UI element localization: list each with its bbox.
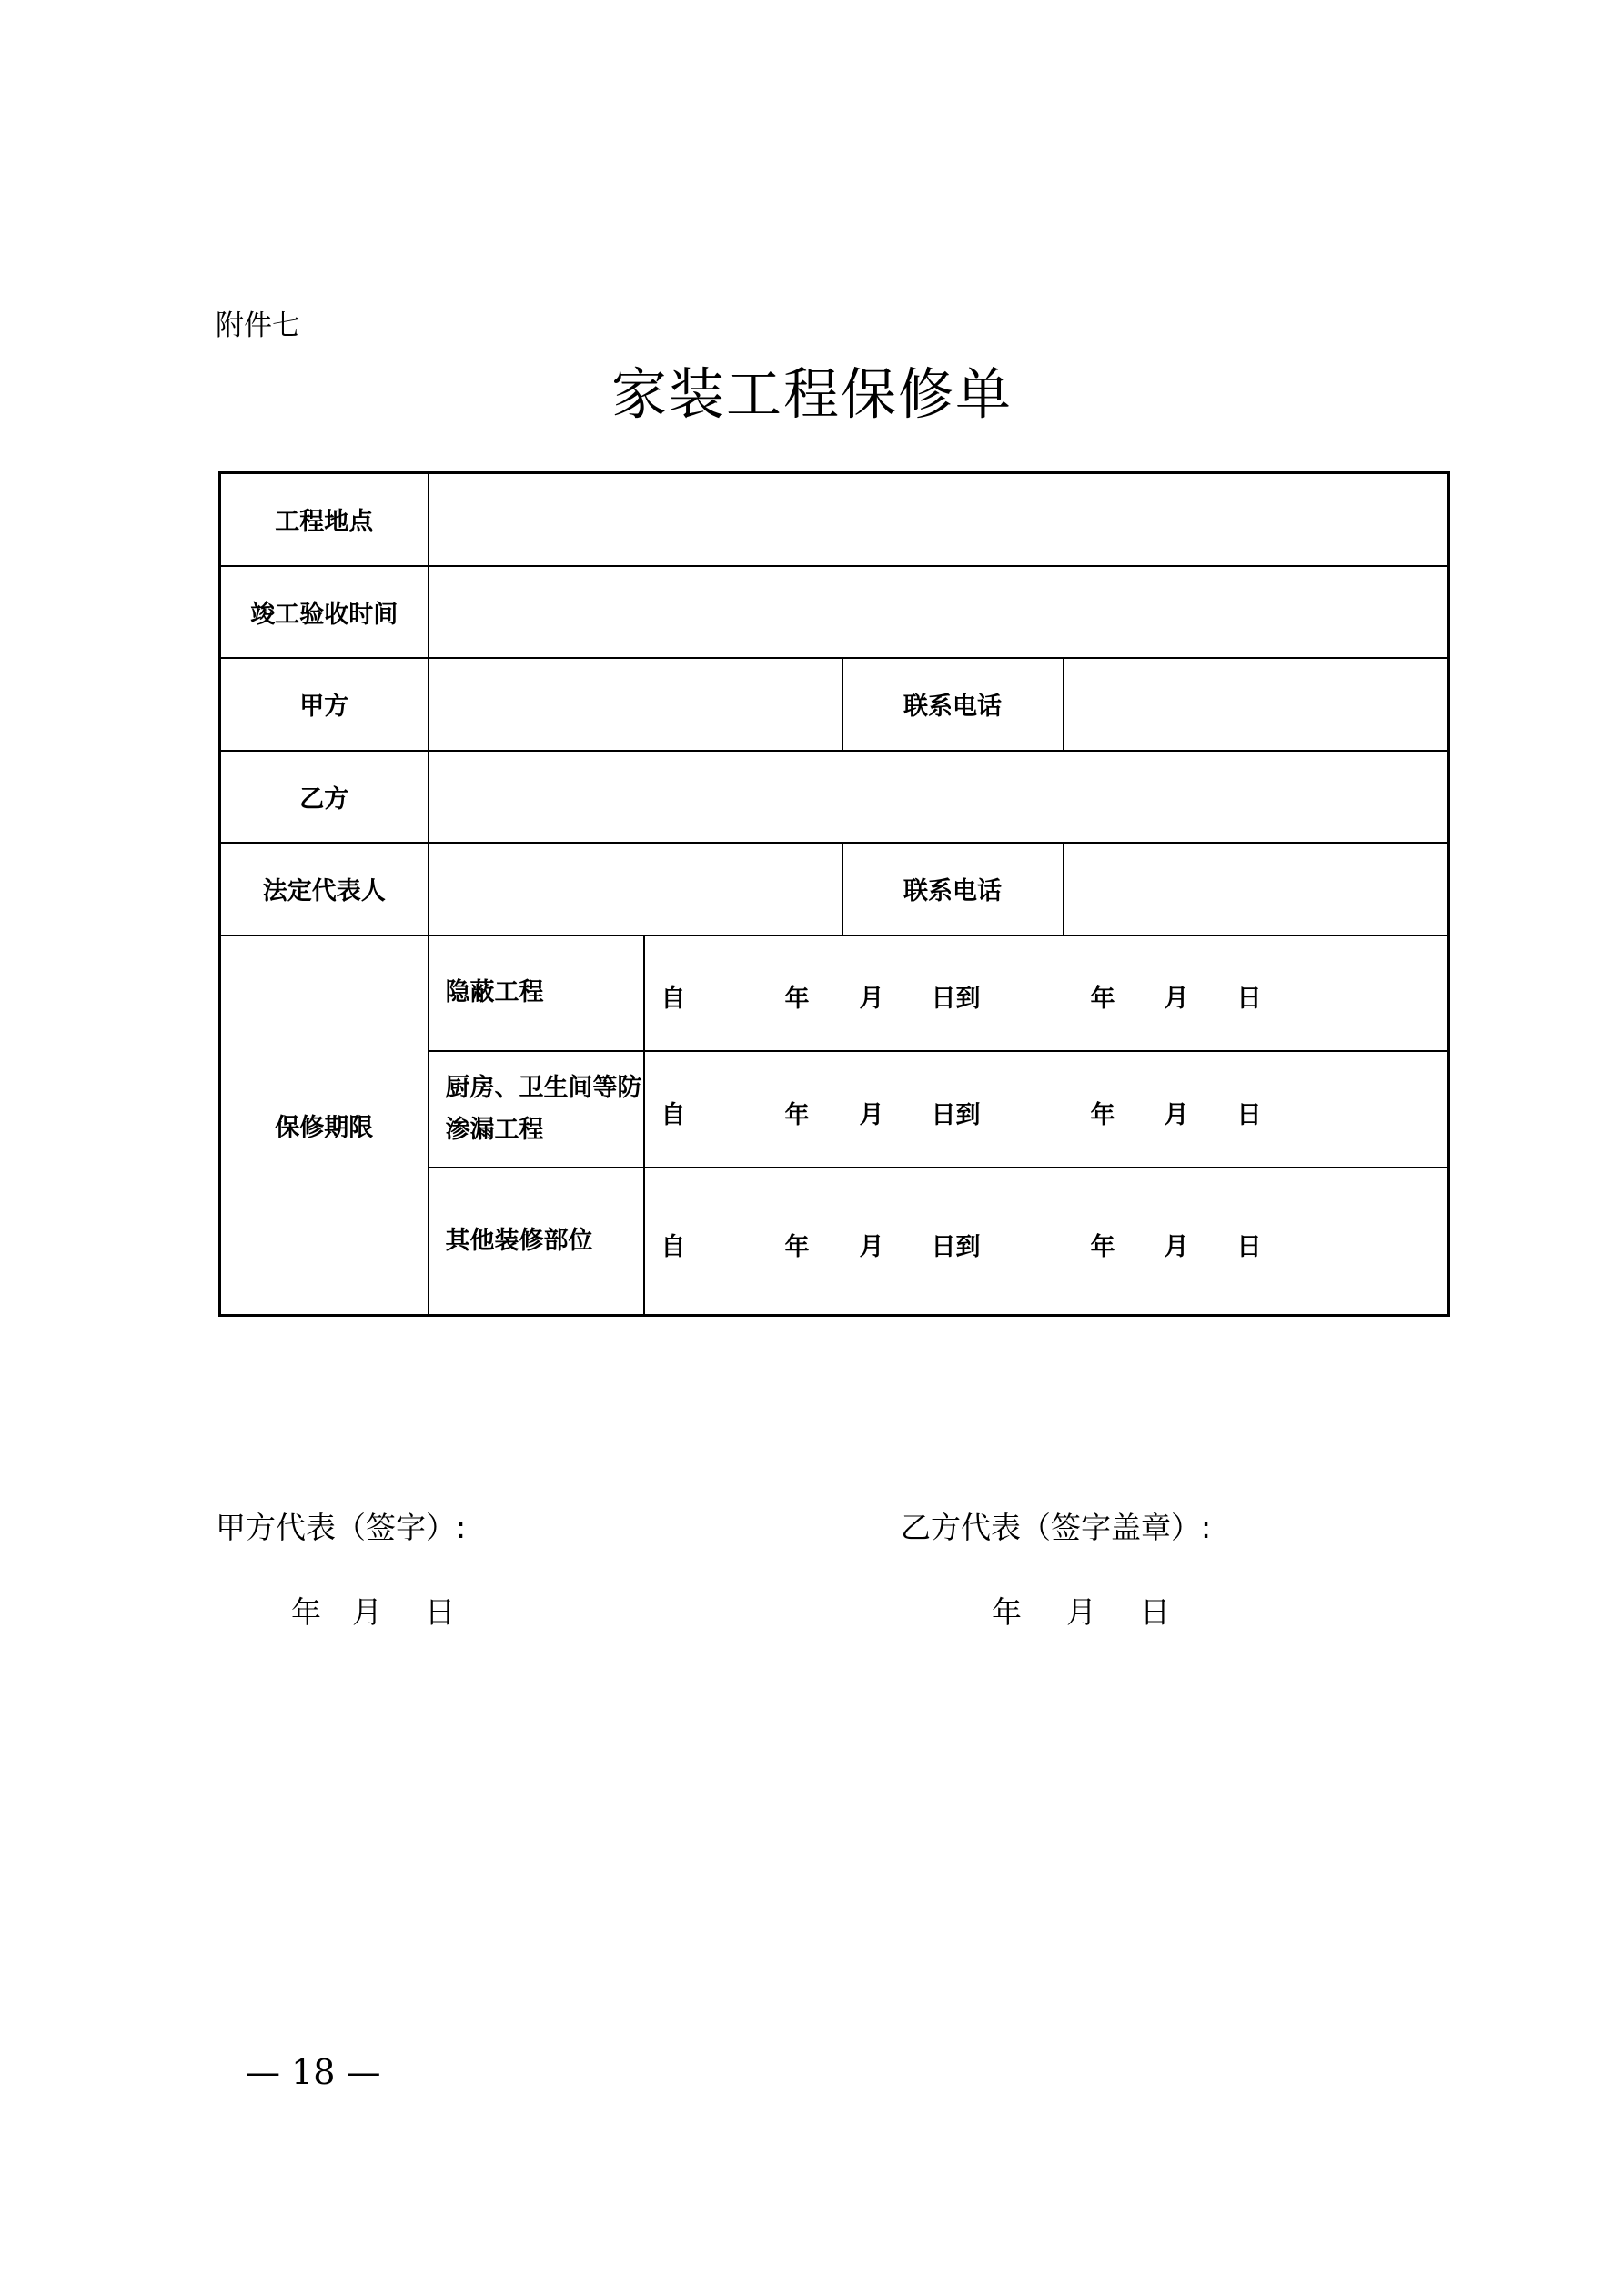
legal-rep-field[interactable] <box>429 843 842 936</box>
party-b-signature-label: 乙方代表（签字盖章）: <box>901 1510 1212 1545</box>
party-b-field[interactable] <box>429 751 1449 843</box>
completion-time-field[interactable] <box>429 566 1449 658</box>
range-day2: 日 <box>1236 1232 1262 1261</box>
warranty-range-row[interactable] <box>644 1168 1449 1316</box>
range-month2: 月 <box>1164 1232 1189 1261</box>
project-location-field[interactable] <box>429 473 1449 566</box>
range-year2: 年 <box>1090 1232 1115 1261</box>
contact-phone-a-field[interactable] <box>1064 658 1449 751</box>
attachment-label: 附件七 <box>216 309 300 342</box>
warranty-item-waterproofing <box>429 1051 644 1168</box>
date-year: 年 <box>291 1594 321 1630</box>
warranty-item-line: 其他装修部位 <box>445 1226 593 1255</box>
warranty-range-row[interactable] <box>644 1051 1449 1168</box>
range-year: 年 <box>784 1232 810 1261</box>
date-day: 日 <box>425 1594 455 1630</box>
completion-time-label: 竣工验收时间 <box>220 566 429 658</box>
range-month: 月 <box>859 1232 884 1261</box>
page-title: 家装工程保修单 <box>610 362 1013 427</box>
range-year2: 年 <box>1090 985 1115 1013</box>
range-day-to: 日到 <box>931 985 981 1013</box>
warranty-period-label: 保修期限 <box>220 936 429 1316</box>
range-from: 自 <box>661 985 686 1013</box>
contact-phone-b-field[interactable] <box>1064 843 1449 936</box>
legal-rep-label: 法定代表人 <box>220 843 429 936</box>
warranty-item-other-parts <box>429 1168 644 1316</box>
range-day-to: 日到 <box>931 1100 981 1129</box>
date-day: 日 <box>1140 1594 1170 1630</box>
warranty-form-table <box>218 471 1450 1317</box>
warranty-item-line: 厨房、卫生间等防 <box>445 1073 642 1102</box>
party-a-signature-label: 甲方代表（签字）: <box>216 1510 467 1545</box>
range-month: 月 <box>859 985 884 1013</box>
warranty-item-line: 渗漏工程 <box>445 1115 544 1144</box>
date-month: 月 <box>352 1594 382 1630</box>
range-month2: 月 <box>1164 1100 1189 1129</box>
date-month: 月 <box>1066 1594 1096 1630</box>
warranty-range-row[interactable] <box>644 936 1449 1051</box>
range-year: 年 <box>784 985 810 1013</box>
party-a-label: 甲方 <box>220 658 429 751</box>
range-from: 自 <box>661 1100 686 1129</box>
range-day2: 日 <box>1236 1100 1262 1129</box>
range-year2: 年 <box>1090 1100 1115 1129</box>
contact-phone-a-label: 联系电话 <box>842 658 1064 751</box>
party-b-label: 乙方 <box>220 751 429 843</box>
range-year: 年 <box>784 1100 810 1129</box>
project-location-label: 工程地点 <box>220 473 429 566</box>
date-year: 年 <box>992 1594 1022 1630</box>
range-day-to: 日到 <box>931 1232 981 1261</box>
range-day2: 日 <box>1236 985 1262 1013</box>
warranty-item-line: 隐蔽工程 <box>445 978 544 1006</box>
party-a-field[interactable] <box>429 658 842 751</box>
warranty-item-hidden-works <box>429 936 644 1051</box>
range-from: 自 <box>661 1232 686 1261</box>
page-number: — 18 — <box>246 2052 381 2092</box>
contact-phone-b-label: 联系电话 <box>842 843 1064 936</box>
range-month2: 月 <box>1164 985 1189 1013</box>
range-month: 月 <box>859 1100 884 1129</box>
